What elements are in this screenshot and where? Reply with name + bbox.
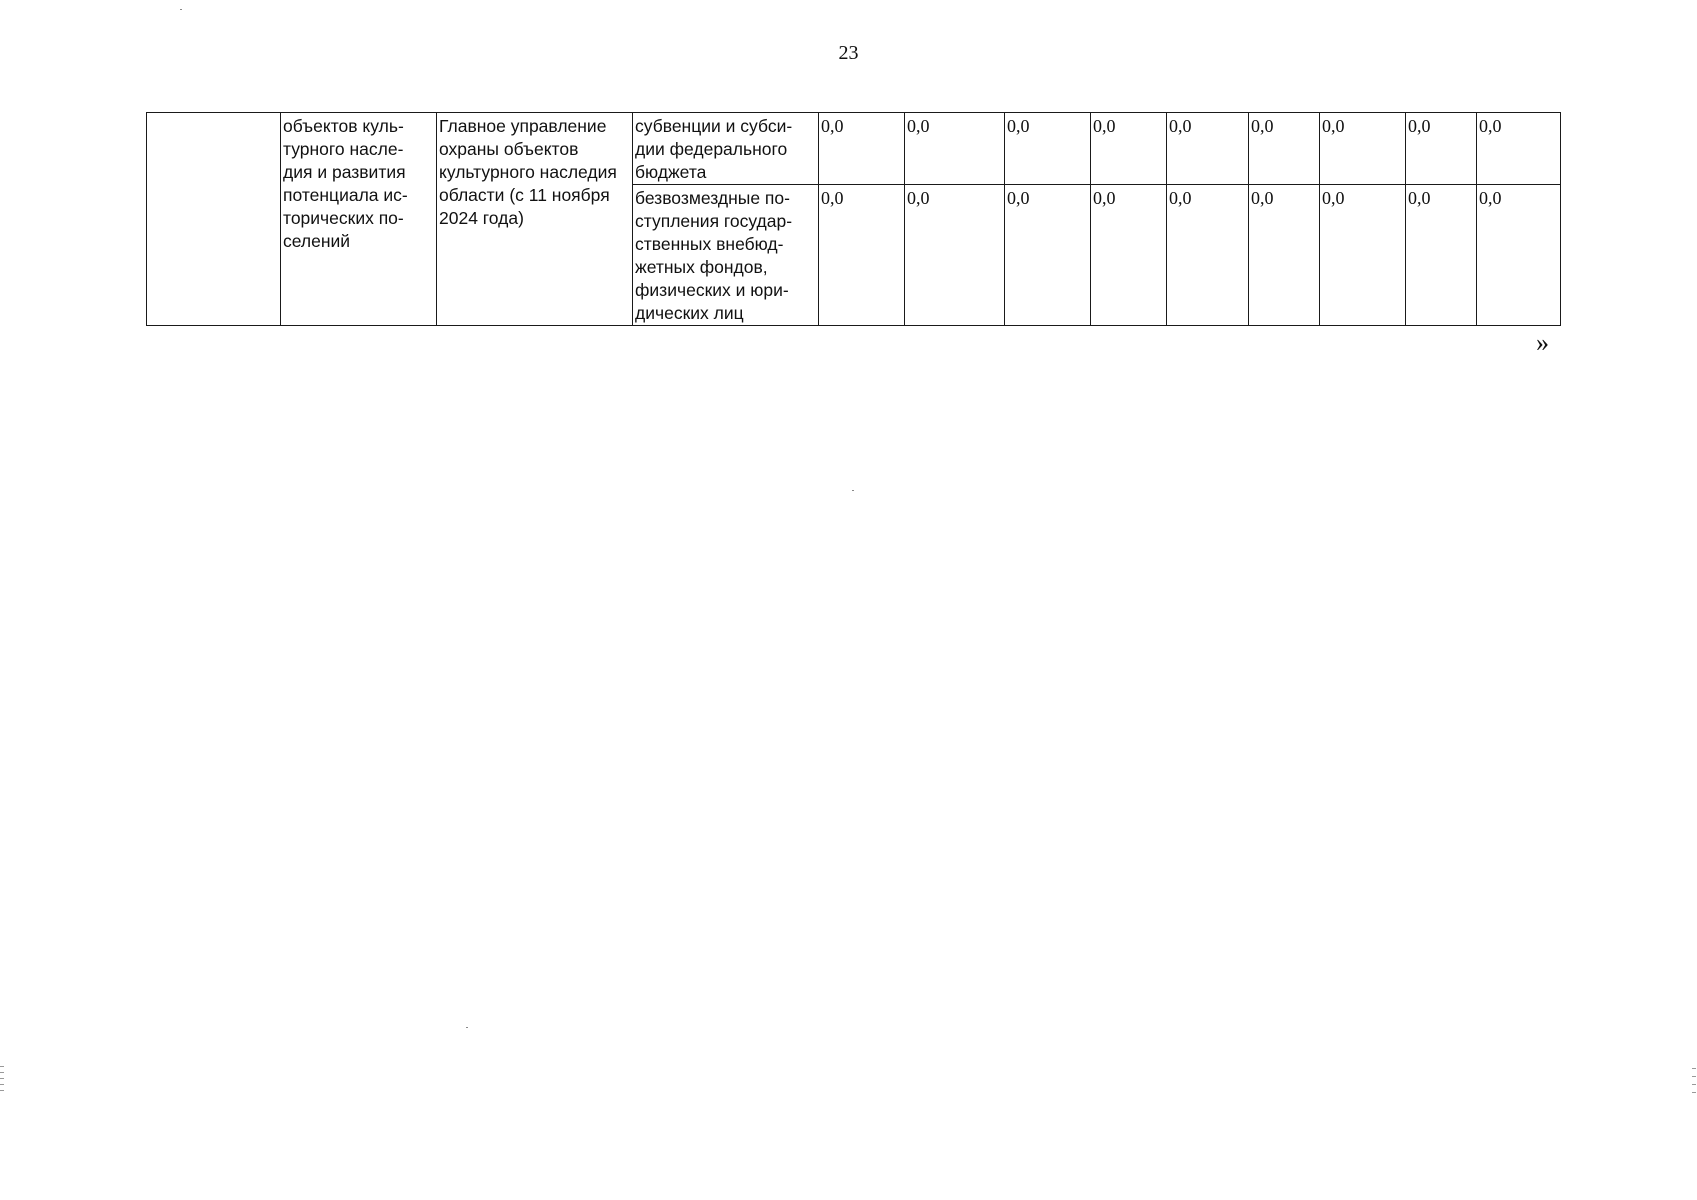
- table-row: [147, 113, 1561, 185]
- scan-edge-mark: [0, 1090, 4, 1091]
- funding-source-cell: субвенции и субси- дии федерального бюджета: [633, 113, 819, 185]
- scan-edge-mark: [0, 1078, 4, 1079]
- value-cell: 0,0: [1406, 113, 1477, 185]
- scan-speck: [180, 9, 182, 10]
- value-cell: 0,0: [1091, 185, 1167, 326]
- value-cell: 0,0: [905, 113, 1005, 185]
- scan-edge-mark: [1692, 1092, 1696, 1093]
- value-cell: 0,0: [1167, 113, 1249, 185]
- value-cell: 0,0: [1406, 185, 1477, 326]
- value-cell: 0,0: [905, 185, 1005, 326]
- value-cell: 0,0: [819, 113, 905, 185]
- scan-edge-mark: [1692, 1076, 1696, 1077]
- value-cell: 0,0: [1249, 185, 1320, 326]
- page-number: 23: [838, 42, 859, 64]
- budget-table: [146, 112, 1561, 326]
- value-cell: 0,0: [1477, 113, 1561, 185]
- scan-edge-mark: [0, 1072, 4, 1073]
- value-cell: 0,0: [819, 185, 905, 326]
- scan-edge-mark: [0, 1084, 4, 1085]
- scan-edge-mark: [1692, 1068, 1696, 1069]
- program-cell: [147, 113, 281, 326]
- value-cell: 0,0: [1005, 185, 1091, 326]
- agency-cell: Главное управление охраны объектов культурного наследия области (с 11 ноября 2024 года): [437, 113, 633, 326]
- scan-edge-mark: [0, 1066, 4, 1067]
- value-cell: 0,0: [1091, 113, 1167, 185]
- scan-speck: [852, 490, 854, 491]
- value-cell: 0,0: [1477, 185, 1561, 326]
- scan-edge-mark: [1692, 1084, 1696, 1085]
- value-cell: 0,0: [1320, 185, 1406, 326]
- value-cell: 0,0: [1167, 185, 1249, 326]
- closing-quote-mark: »: [1536, 328, 1549, 357]
- scan-speck: [466, 1027, 468, 1028]
- value-cell: 0,0: [1005, 113, 1091, 185]
- value-cell: 0,0: [1320, 113, 1406, 185]
- value-cell: 0,0: [1249, 113, 1320, 185]
- funding-source-cell: безвозмездные по- ступления государ- ственных внебюд- жетных фондов, физических и юри- дических лиц: [633, 185, 819, 326]
- measure-name-cell: объектов куль- турного насле- дия и развития потенциала ис- торических по- селений: [281, 113, 437, 326]
